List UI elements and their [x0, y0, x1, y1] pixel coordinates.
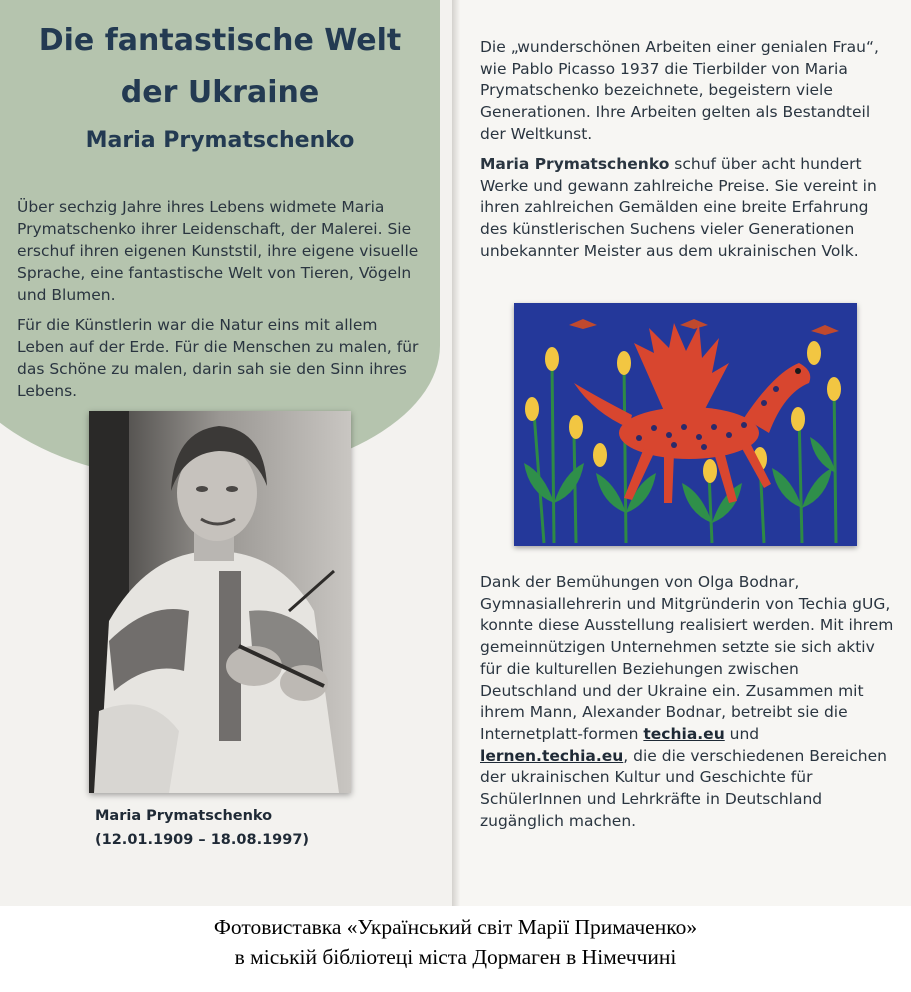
photo-caption: [0, 912, 911, 972]
right-panel: [460, 0, 911, 906]
left-paragraph-2: Für die Künstlerin war die Natur eins mit allem Leben auf der Erde. Für die Menschen zu malen, für das Schöne zu malen, darin sah sie den Sinn ihres Lebens.: [17, 316, 419, 400]
title-line-1: Die fantastische Welt: [38, 23, 402, 58]
fold-shadow: [452, 0, 460, 906]
lernen-techia-link[interactable]: lernen.techia.eu: [480, 746, 624, 765]
portrait-photo: [89, 411, 351, 793]
caption-line-2: в міській бібліотеці міста Дормаген в Німеччині: [234, 945, 677, 969]
right-paragraph-2-text: schuf über acht hundert Werke und gewann zahlreiche Preise. Sie vereint in ihren zahlreichen Gemälden eine breite Erfahrung des künstlerischen Suchens vieler Generationen unbekannter Meister aus dem ukrainischen Volk.: [480, 155, 877, 260]
winged-horse-painting: [514, 303, 857, 546]
caption-name: Maria Prymatschenko: [95, 808, 273, 824]
right-paragraph-3-text-2: und: [724, 724, 760, 743]
right-paragraph-3: [480, 572, 895, 832]
left-paragraph-1: Über sechzig Jahre ihres Lebens widmete Maria Prymatschenko ihrer Leidenschaft, der Malerei. Sie erschuf ihren eigenen Kunststil, ihre eigene visuelle Sprache, eine fantastische Welt von Tieren, Vögeln und Blumen.: [17, 198, 419, 304]
right-paragraph-3-text-1: Dank der Bemühungen von Olga Bodnar, Gymnasiallehrerin und Mitgründerin von Techia gUG, konnte diese Ausstellung realisiert werden. Mit ihrem gemeinnützigen Unternehmen setzte sie sich aktiv für die kulturellen Beziehungen zwischen Deutschland und der Ukraine ein. Zusammen mit ihrem Mann, Alexander Bodnar, betreibt sie die Internetplatt-formen: [480, 573, 894, 743]
portrait-illustration: [89, 411, 351, 793]
left-panel: [0, 0, 452, 906]
right-paragraph-1: Die „wunderschönen Arbeiten einer genialen Frau“, wie Pablo Picasso 1937 die Tierbilder von Maria Prymatschenko bezeichnete, begeistern viele Generationen. Ihre Arbeiten gelten als Bestandteil der Weltkunst.: [480, 38, 879, 143]
caption-line-1: Фотовиставка «Український світ Марії Примаченко»: [213, 915, 698, 939]
right-paragraph-3-text-3: , die die verschiedenen Bereichen der ukrainischen Kultur und Geschichte für SchülerInnen und Lehrkräfte in Deutschland zugänglich machen.: [480, 746, 887, 830]
techia-link[interactable]: techia.eu: [643, 724, 725, 743]
title-line-2: der Ukraine: [120, 75, 320, 110]
artist-name: Maria Prymatschenko: [480, 155, 670, 173]
portrait-caption: [95, 804, 309, 852]
subtitle: Maria Prymatschenko: [85, 128, 355, 153]
folk-painting: [514, 303, 857, 546]
caption-dates: (12.01.1909 – 18.08.1997): [95, 832, 310, 848]
right-paragraph-2: [480, 154, 895, 263]
